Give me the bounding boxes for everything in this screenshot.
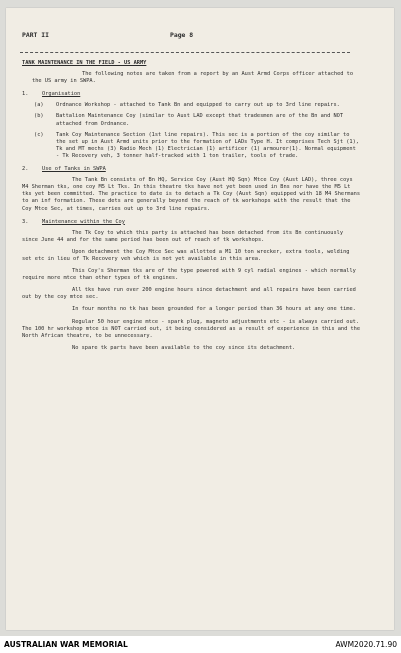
section-title: Organisation [42,91,81,98]
document-title: TANK MAINTENANCE IN THE FIELD - US ARMY [22,60,147,66]
section-heading-maintenance [22,219,362,226]
list-item [34,132,362,160]
section-title: Use of Tanks in SWPA [42,166,106,173]
archive-name: AUSTRALIAN WAR MEMORIAL [4,640,128,649]
body-paragraph: All tks have run over 200 engine hours since detachment and all repairs have been carried out by the coy mtce sec. [22,287,356,301]
body-paragraph: The Tk Coy to which this party is attached has been detached from its Bn continuously since June 44 and for the same period has been out of reach of tk workshops. [22,229,344,243]
body-paragraph: Regular 50 hour engine mtce - spark plug, magneto adjustments etc - is always carried out. The 100 hr workshop mtce is NOT carried out, it being considered as a result of experience in this and the North African theatre, to be unnecessary. [22,318,361,339]
item-text: Ordnance Workshop - attached to Tank Bn and equipped to carry out up to 3rd line repairs. [56,102,340,109]
list-item [34,102,362,109]
section-heading-organisation [22,91,362,98]
body-paragraph: In four months no tk has been grounded for a longer period than 36 hours at any one time. [72,306,356,313]
archive-reference: AWM2020.71.90 [335,640,397,649]
body-paragraph: This Coy's Sherman tks are of the type powered with 9 cyl radial engines - which normally require more mtce than other types of tk engines. [22,268,356,282]
list-item [34,113,362,127]
header-rule [20,52,350,53]
page-number: Page 8 [170,31,194,39]
document-page [6,8,394,630]
part-label: PART II [22,31,49,39]
intro-paragraph: The following notes are taken from a report by an Aust Armd Corps officer attached to the US army in SWPA. [32,71,354,85]
item-text: Tank Coy Maintenance Section (1st line repairs). This sec is a portion of the coy similar to the set up in Aust Armd units prior to the formation of LADs Type H. It comprises Tech Sjt (1), Tk and MT mechs (3) Radio Mech (1) Electrician (1) artificer (1) armourer(1). Normal equipment - Tk Recovery veh, 3 tonner half-tracked with 1 ton trailer, tools of trade. [56,131,359,159]
item-text: Battalion Maintenance Coy (similar to Aust LAD except that tradesmen are of the Bn and NOT attached from Ordnance. [56,113,344,127]
section-number: 1. [22,91,29,98]
document-body [22,60,362,357]
body-paragraph: Upon detachment the Coy Mtce Sec was allotted a M1 10 ton wrecker, extra tools, welding set etc in lieu of Tk Recovery veh which is not yet available in this area. [22,248,350,262]
section-number: 3. [22,218,29,225]
item-label: (c) [34,131,44,138]
archive-footer [0,636,401,653]
item-label: (a) [34,102,44,109]
body-paragraph: No spare tk parts have been available to the coy since its detachment. [72,344,296,351]
body-paragraph: The Tank Bn consists of Bn HQ, Service Coy (Aust HQ Sqn) Mtce Coy (Aust LAD), three coys M4 Sherman tks, one coy M5 Lt Tks. In this theatre tks have not yet been used in Bns nor have the M5 Lt tks yet been committed. The practice to date is to detach a Tk Coy (Aust Sqn) equipped with 18 M4 Shermans to an inf formation. These dets are generally beyond the reach of tk workshops with the result that the Coy Mtce Sec, at times, carries out up to 3rd line repairs. [22,177,361,212]
section-title: Maintenance within the Coy [42,218,125,225]
section-heading-use-of-tanks [22,166,362,173]
item-label: (b) [34,113,44,120]
section-number: 2. [22,166,29,173]
